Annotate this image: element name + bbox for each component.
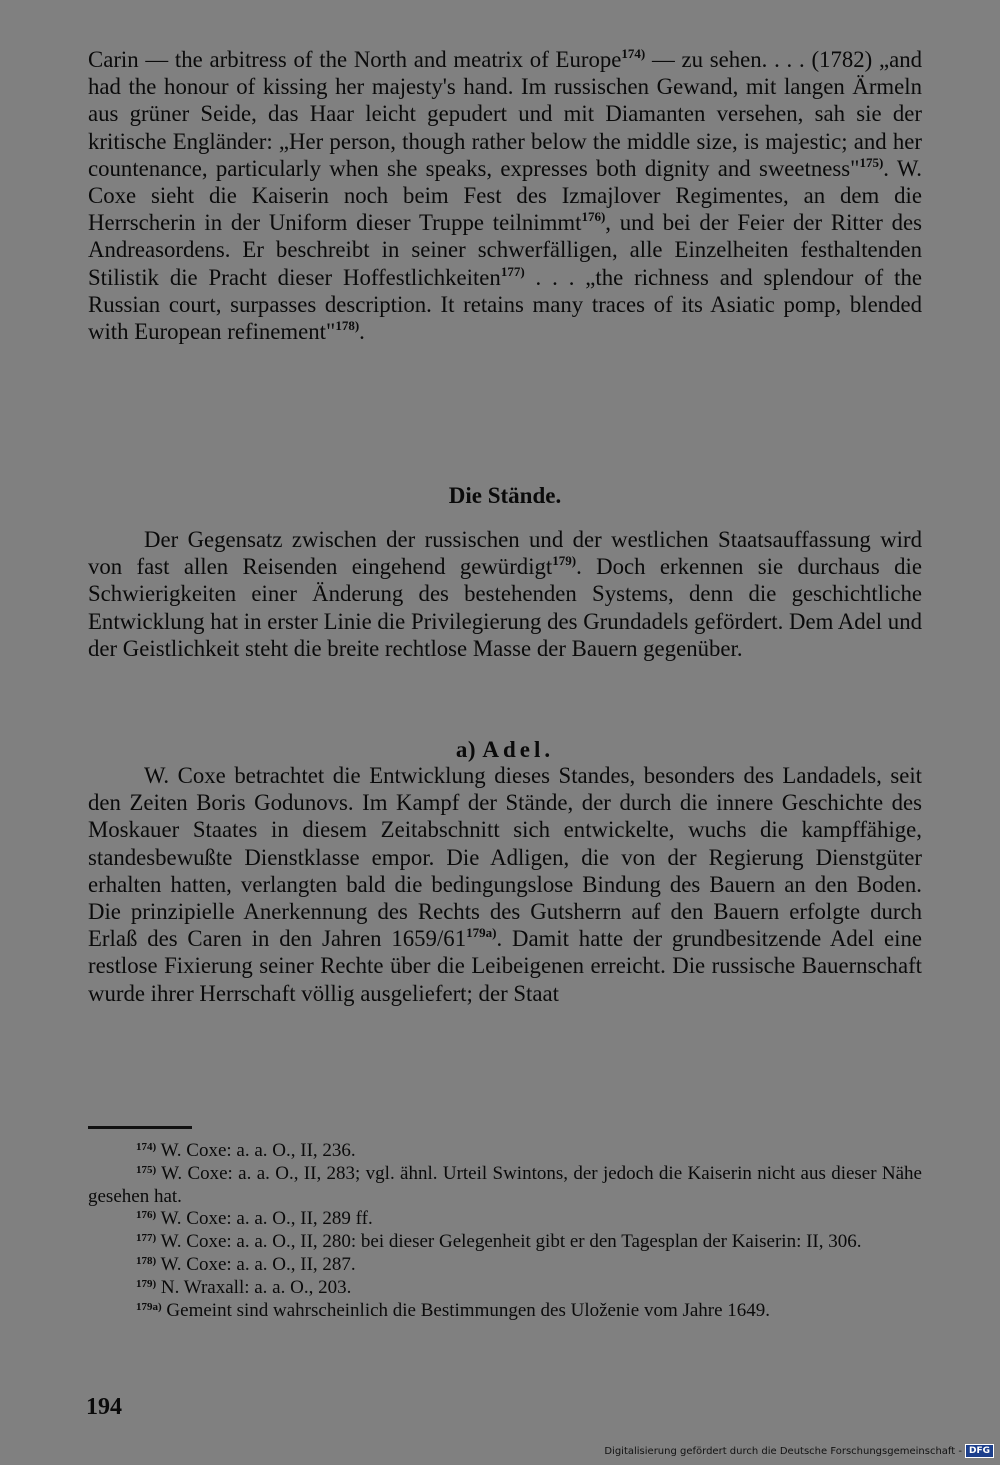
footnote-list (88, 1140, 922, 1322)
paragraph-court-description (88, 46, 922, 345)
text-run: . Damit hatte der grundbesitzende Adel eine restlose Fixierung seiner Rechte über die Leibeigenen erreicht. Die russische Bauernschaft wurde ihrer Herrschaft völlig ausgeliefert; der Staat (88, 926, 922, 1006)
text-run: . . . „the richness and splendour of the Russian court, surpasses description. It retains many traces of its Asiatic pomp, blended with European refinement" (88, 264, 922, 345)
subsection-heading (88, 736, 922, 764)
footnote-mark: 176) (136, 1209, 157, 1222)
paragraph-nobility (88, 762, 922, 1007)
text-run: — zu sehen. . . . (1782) „and had the honour of kissing her majesty's hand. Im russischen Gewand, mit langen Ärmeln aus grüner Seide, das Haar leicht gepudert und mit Diamanten versehen, sah sie der kritische Engländer: „Her person, though rather below the middle size, is majestic; and her countenance, particularly when she speaks, expresses both dignity and sweetness" (88, 47, 923, 181)
footnote-text: W. Coxe: a. a. O., II, 280: bei dieser Gelegenheit gibt er den Tagesplan der Kaiserin: II, 306. (156, 1231, 862, 1253)
dfg-logo-icon: DFG (965, 1444, 994, 1458)
footnote-text: W. Coxe: a. a. O., II, 283; vgl. ähnl. Urteil Swintons, der jedoch die Kaiserin nicht aus dieser Nähe gesehen hat. (88, 1162, 922, 1207)
footnote-reference[interactable]: 177) (500, 263, 525, 279)
footnote-item (88, 1140, 922, 1163)
footnote-reference[interactable]: 178) (335, 318, 360, 334)
text-run: Carin — the arbitress of the North and meatrix of Europe (88, 47, 622, 72)
footnote-mark: 179a) (136, 1300, 162, 1313)
text-run: . Doch erkennen sie durchaus die Schwierigkeiten einer Änderung des bestehenden Systems, denn die geschichtliche Entwicklung hat in erster Linie die Privilegierung des Grundadels gefördert. Dem Adel und der Geistlichkeit steht die breite rechtlose Masse der Bauern gegenüber. (88, 554, 922, 661)
footnote-item (88, 1231, 922, 1254)
footnote-text: Gemeint sind wahrscheinlich die Bestimmungen des Uloženie vom Jahre 1649. (161, 1299, 771, 1321)
section-heading: Die Stände. (448, 483, 562, 508)
footnote-text: N. Wraxall: a. a. O., 203. (156, 1276, 352, 1298)
text-run: . W. Coxe sieht die Kaiserin noch beim Fest des Izmajlover Regimentes, an dem die Herrscherin in der Uniform dieser Truppe teilnimmt (88, 155, 922, 236)
footnote-item (88, 1277, 922, 1300)
footnote-divider (88, 1126, 192, 1129)
footnote-reference[interactable]: 174) (621, 46, 646, 61)
text-run: W. Coxe betrachtet die Entwicklung dieses Standes, besonders des Landadels, seit den Zeiten Boris Godunovs. Im Kampf der Stände, der durch die innere Geschichte des Moskauer Staates in diesem Zeitabschnitt sich entwickelte, wuchs die kampffähige, standesbewußte Dienstklasse empor. Die Adligen, die von der Regierung Dienstgüter erhalten hatten, verlangten bald die bedingungslose Bindung des Bauern an den Boden. Die prinzipielle Anerkennung des Rechts des Gutsherrn auf den Bauern erfolgte durch Erlaß des Caren in den Jahren 1659/61 (88, 763, 922, 952)
footnote-text: W. Coxe: a. a. O., II, 289 ff. (156, 1208, 373, 1230)
digitization-credit (604, 1444, 994, 1458)
footnote-reference[interactable]: 179) (552, 553, 577, 569)
footnote-mark: 174) (136, 1141, 157, 1153)
footnote-mark: 178) (136, 1254, 157, 1267)
subsection-prefix: a) (455, 737, 477, 762)
footnote-item (88, 1300, 922, 1323)
footnote-text: W. Coxe: a. a. O., II, 236. (156, 1140, 356, 1161)
text-run: , und bei der Feier der Ritter des Andreasordens. Er beschreibt in seiner schwerfälligen, alle Einzelheiten festhaltenden Stilistik die Pracht dieser Hoffestlichkeiten (88, 210, 922, 290)
footnote-mark: 179) (136, 1277, 157, 1290)
footnote-reference[interactable]: 176) (581, 209, 606, 225)
footnote-item (88, 1254, 922, 1277)
footnote-mark: 175) (136, 1163, 157, 1176)
text-run: Der Gegensatz zwischen der russischen und der westlichen Staatsauffassung wird von fast allen Reisenden eingehend gewürdigt (88, 527, 922, 580)
page-number: 194 (86, 1394, 122, 1420)
footnote-reference[interactable]: 175) (859, 154, 884, 170)
footnote-text: W. Coxe: a. a. O., II, 287. (156, 1253, 356, 1275)
footnote-item (88, 1208, 922, 1231)
footnote-reference[interactable]: 179a) (466, 925, 497, 941)
paragraph-state-conception (88, 526, 922, 662)
footnote-item (88, 1163, 922, 1209)
subsection-title: Adel. (482, 737, 555, 762)
credit-text: Digitalisierung gefördert durch die Deutsche Forschungsgemeinschaft - (604, 1445, 962, 1457)
footnote-mark: 177) (136, 1232, 157, 1245)
text-run: . (359, 319, 365, 345)
